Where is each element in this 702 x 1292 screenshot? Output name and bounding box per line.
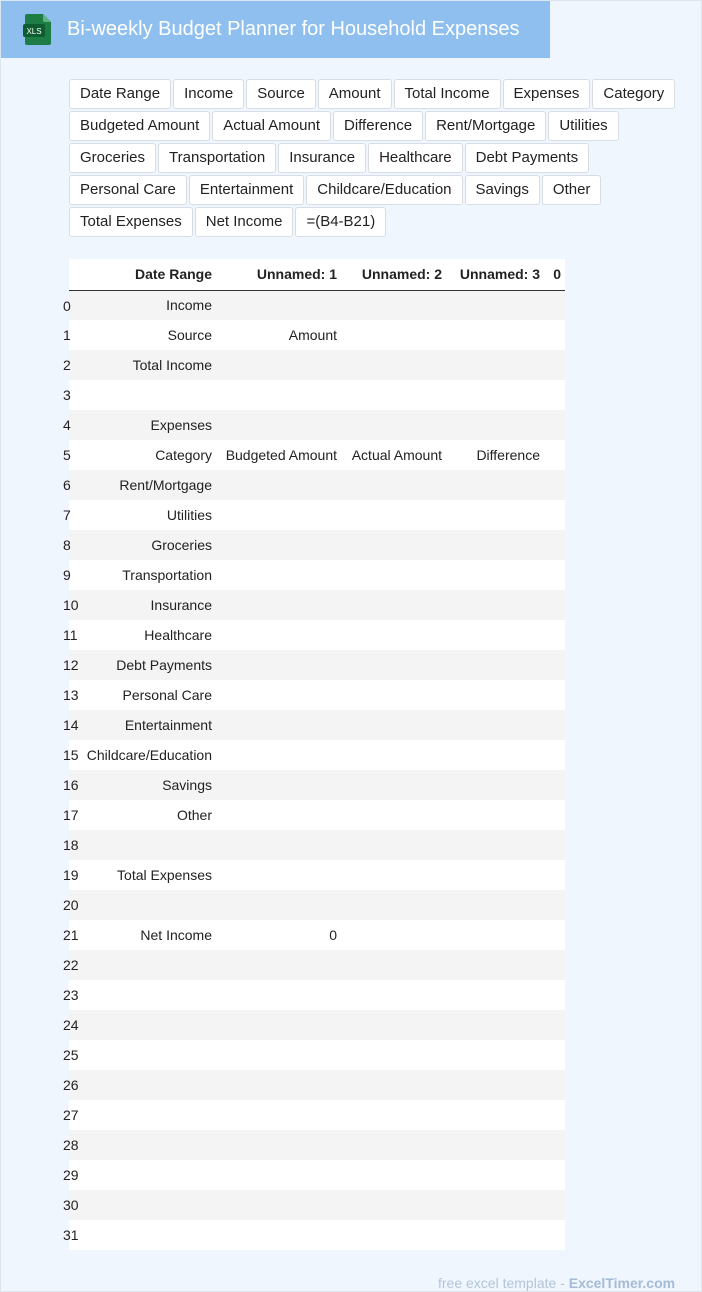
table-cell: Source xyxy=(75,320,216,350)
row-index-label: 2 xyxy=(63,357,71,373)
row-index-label: 17 xyxy=(63,807,79,823)
row-index-label: 26 xyxy=(63,1077,79,1093)
table-cell xyxy=(75,1070,216,1100)
row-index-label: 25 xyxy=(63,1047,79,1063)
data-table-container xyxy=(63,259,565,1250)
table-cell: Entertainment xyxy=(75,710,216,740)
table-cell xyxy=(75,1040,216,1070)
table-row xyxy=(69,380,565,410)
table-cell xyxy=(341,590,446,620)
row-index-cell xyxy=(63,440,75,470)
keyword-tag[interactable]: Amount xyxy=(318,79,392,109)
row-index-cell xyxy=(63,380,75,410)
keyword-tag[interactable]: Transportation xyxy=(158,143,276,173)
table-cell xyxy=(446,350,544,380)
row-index-label: 13 xyxy=(63,687,79,703)
keyword-tag[interactable]: Entertainment xyxy=(189,175,304,205)
row-index-label: 7 xyxy=(63,507,71,523)
table-row xyxy=(69,1160,565,1190)
row-index-label: 14 xyxy=(63,717,79,733)
table-cell xyxy=(544,470,565,500)
row-index-cell xyxy=(63,830,79,860)
table-cell xyxy=(341,380,446,410)
row-index-label: 10 xyxy=(63,597,79,613)
table-cell xyxy=(544,1220,565,1250)
column-header: Unnamed: 2 xyxy=(341,259,446,290)
table-cell xyxy=(216,800,341,830)
table-cell xyxy=(216,950,341,980)
table-cell xyxy=(446,890,544,920)
table-cell xyxy=(446,1040,544,1070)
table-cell: Rent/Mortgage xyxy=(75,470,216,500)
table-cell xyxy=(341,1160,446,1190)
table-cell xyxy=(446,590,544,620)
row-index-label: 21 xyxy=(63,927,79,943)
table-cell xyxy=(544,830,565,860)
table-cell xyxy=(544,350,565,380)
table-cell xyxy=(75,890,216,920)
row-index-cell xyxy=(63,530,75,560)
table-cell: Childcare/Education xyxy=(75,740,216,770)
table-cell xyxy=(341,410,446,440)
keyword-tag[interactable]: Groceries xyxy=(69,143,156,173)
row-index-label: 28 xyxy=(63,1137,79,1153)
table-row xyxy=(69,1040,565,1070)
table-row xyxy=(69,740,565,770)
table-cell xyxy=(341,740,446,770)
table-cell xyxy=(446,920,544,950)
row-index-label: 20 xyxy=(63,897,79,913)
table-cell: Total Expenses xyxy=(75,860,216,890)
row-index-cell xyxy=(63,320,75,350)
table-cell xyxy=(446,680,544,710)
keyword-tag[interactable]: Income xyxy=(173,79,244,109)
row-index-cell xyxy=(63,590,79,620)
table-cell xyxy=(341,950,446,980)
table-cell xyxy=(446,710,544,740)
data-table xyxy=(63,259,565,1250)
table-cell xyxy=(446,650,544,680)
keyword-tag[interactable]: Source xyxy=(246,79,316,109)
table-cell xyxy=(544,950,565,980)
table-cell xyxy=(446,1220,544,1250)
table-cell xyxy=(341,530,446,560)
table-row xyxy=(69,920,565,950)
table-cell: Total Income xyxy=(75,350,216,380)
table-cell xyxy=(216,1220,341,1250)
table-row xyxy=(69,980,565,1010)
table-cell xyxy=(544,920,565,950)
row-index-cell xyxy=(63,620,78,650)
table-cell xyxy=(216,530,341,560)
table-cell: Difference xyxy=(446,440,544,470)
row-index-label: 22 xyxy=(63,957,79,973)
table-cell xyxy=(216,290,341,320)
table-cell xyxy=(544,1040,565,1070)
row-index-label: 29 xyxy=(63,1167,79,1183)
row-index-cell xyxy=(63,1100,79,1130)
footer-prefix: free excel template - xyxy=(438,1275,569,1291)
table-cell xyxy=(446,530,544,560)
table-row xyxy=(69,950,565,980)
table-cell xyxy=(216,1160,341,1190)
table-cell xyxy=(75,380,216,410)
table-cell xyxy=(216,650,341,680)
table-cell xyxy=(341,560,446,590)
table-row xyxy=(69,770,565,800)
row-index-cell xyxy=(63,290,75,320)
table-cell: Expenses xyxy=(75,410,216,440)
table-row xyxy=(69,470,565,500)
keyword-tag[interactable]: Category xyxy=(592,79,675,109)
column-header: 0 xyxy=(544,259,565,290)
table-cell xyxy=(446,1160,544,1190)
row-index-label: 9 xyxy=(63,567,71,583)
table-row xyxy=(69,800,565,830)
table-cell xyxy=(216,1010,341,1040)
row-index-label: 24 xyxy=(63,1017,79,1033)
table-cell xyxy=(341,500,446,530)
table-cell xyxy=(544,590,565,620)
table-cell xyxy=(446,470,544,500)
table-cell xyxy=(544,380,565,410)
table-cell xyxy=(341,1040,446,1070)
table-cell xyxy=(341,920,446,950)
table-row xyxy=(69,530,565,560)
table-cell xyxy=(341,470,446,500)
table-row xyxy=(69,1220,565,1250)
table-row xyxy=(69,860,565,890)
table-cell xyxy=(75,830,216,860)
column-header: Unnamed: 1 xyxy=(216,259,341,290)
table-cell xyxy=(341,830,446,860)
row-index-cell xyxy=(63,980,79,1010)
keyword-tag[interactable]: Utilities xyxy=(548,111,618,141)
row-index-label: 23 xyxy=(63,987,79,1003)
table-row xyxy=(69,1130,565,1160)
table-cell xyxy=(544,440,565,470)
row-index-label: 31 xyxy=(63,1227,79,1243)
row-index-label: 11 xyxy=(63,627,78,643)
table-cell xyxy=(216,380,341,410)
table-cell xyxy=(75,980,216,1010)
table-cell xyxy=(341,980,446,1010)
table-cell xyxy=(446,770,544,800)
row-index-cell xyxy=(63,1070,79,1100)
table-cell xyxy=(446,1190,544,1220)
table-cell xyxy=(544,860,565,890)
table-row xyxy=(69,1070,565,1100)
table-row xyxy=(69,410,565,440)
row-index-label: 1 xyxy=(63,327,71,343)
row-index-cell xyxy=(63,500,75,530)
table-cell xyxy=(544,1130,565,1160)
table-cell xyxy=(341,350,446,380)
table-cell: Budgeted Amount xyxy=(216,440,341,470)
table-cell: Utilities xyxy=(75,500,216,530)
row-index-label: 30 xyxy=(63,1197,79,1213)
row-index-cell xyxy=(63,350,75,380)
table-cell xyxy=(75,1220,216,1250)
table-row xyxy=(69,1010,565,1040)
table-cell xyxy=(341,1010,446,1040)
table-row xyxy=(69,890,565,920)
table-row xyxy=(69,440,565,470)
row-index-cell xyxy=(63,860,79,890)
table-row xyxy=(69,290,565,320)
table-cell xyxy=(75,1190,216,1220)
table-cell xyxy=(446,380,544,410)
table-cell xyxy=(341,1220,446,1250)
row-index-cell xyxy=(63,1040,79,1070)
table-cell xyxy=(446,800,544,830)
keyword-tag[interactable]: Healthcare xyxy=(368,143,463,173)
table-cell: Debt Payments xyxy=(75,650,216,680)
table-cell xyxy=(446,1070,544,1100)
table-cell xyxy=(75,1010,216,1040)
table-cell xyxy=(216,1100,341,1130)
table-row xyxy=(69,1100,565,1130)
row-index-cell xyxy=(63,1130,79,1160)
row-index-cell xyxy=(63,890,79,920)
table-cell xyxy=(216,1070,341,1100)
table-cell xyxy=(544,290,565,320)
page-title: Bi-weekly Budget Planner for Household Expenses xyxy=(67,18,520,40)
footer-brand-link[interactable]: ExcelTimer.com xyxy=(568,1275,676,1291)
keyword-tag[interactable]: Actual Amount xyxy=(212,111,331,141)
row-index-cell xyxy=(63,560,75,590)
table-cell xyxy=(216,860,341,890)
table-row xyxy=(69,590,565,620)
xls-icon-label: XLS xyxy=(26,27,42,36)
table-cell xyxy=(544,500,565,530)
keyword-tag[interactable]: Other xyxy=(542,175,602,205)
table-cell xyxy=(216,710,341,740)
keyword-tag[interactable]: Budgeted Amount xyxy=(69,111,210,141)
table-cell xyxy=(75,1100,216,1130)
row-index-label: 0 xyxy=(63,297,71,314)
table-cell xyxy=(75,1160,216,1190)
table-cell: Healthcare xyxy=(75,620,216,650)
table-cell xyxy=(544,1070,565,1100)
table-cell: Groceries xyxy=(75,530,216,560)
page-header xyxy=(1,1,550,58)
table-row xyxy=(69,620,565,650)
row-index-label: 4 xyxy=(63,417,71,433)
keyword-tag[interactable]: Rent/Mortgage xyxy=(425,111,546,141)
table-cell xyxy=(446,500,544,530)
table-cell: Actual Amount xyxy=(341,440,446,470)
column-header: Date Range xyxy=(75,259,216,290)
table-cell: Transportation xyxy=(75,560,216,590)
table-cell xyxy=(544,1190,565,1220)
table-cell xyxy=(341,680,446,710)
row-index-cell xyxy=(63,1010,79,1040)
table-cell: 0 xyxy=(216,920,341,950)
table-cell xyxy=(216,770,341,800)
row-index-label: 3 xyxy=(63,387,71,403)
table-row xyxy=(69,710,565,740)
table-cell xyxy=(544,770,565,800)
table-cell xyxy=(341,860,446,890)
row-index-label: 18 xyxy=(63,837,79,853)
table-row xyxy=(69,650,565,680)
table-cell: Personal Care xyxy=(75,680,216,710)
table-cell xyxy=(544,980,565,1010)
keyword-tag-list xyxy=(69,79,679,239)
table-cell xyxy=(341,800,446,830)
excel-file-icon xyxy=(23,14,51,45)
table-cell xyxy=(341,1130,446,1160)
table-cell xyxy=(216,500,341,530)
keyword-tag[interactable]: Net Income xyxy=(195,207,294,237)
table-row xyxy=(69,680,565,710)
table-cell xyxy=(216,590,341,620)
table-cell xyxy=(341,890,446,920)
table-cell xyxy=(446,410,544,440)
table-cell xyxy=(216,620,341,650)
table-cell xyxy=(544,710,565,740)
table-cell xyxy=(544,1100,565,1130)
table-cell: Income xyxy=(75,290,216,320)
row-index-label: 16 xyxy=(63,777,79,793)
row-index-label: 27 xyxy=(63,1107,79,1123)
row-index-label: 6 xyxy=(63,477,71,493)
row-index-cell xyxy=(63,1160,79,1190)
table-cell xyxy=(544,320,565,350)
table-cell: Net Income xyxy=(75,920,216,950)
table-cell xyxy=(446,950,544,980)
table-cell xyxy=(446,830,544,860)
table-cell xyxy=(446,560,544,590)
table-body xyxy=(63,290,565,1250)
row-index-cell xyxy=(63,680,79,710)
table-row xyxy=(69,350,565,380)
table-cell: Amount xyxy=(216,320,341,350)
table-cell: Savings xyxy=(75,770,216,800)
row-index-cell xyxy=(63,650,79,680)
table-cell xyxy=(446,320,544,350)
table-cell xyxy=(544,800,565,830)
table-cell xyxy=(446,1010,544,1040)
keyword-tag[interactable]: Date Range xyxy=(69,79,171,109)
table-cell xyxy=(216,680,341,710)
table-cell xyxy=(216,830,341,860)
row-index-label: 19 xyxy=(63,867,79,883)
table-cell xyxy=(341,1190,446,1220)
table-cell xyxy=(544,1010,565,1040)
table-cell xyxy=(446,860,544,890)
table-cell xyxy=(544,890,565,920)
table-cell xyxy=(544,410,565,440)
table-cell xyxy=(446,1130,544,1160)
table-cell xyxy=(216,890,341,920)
table-row xyxy=(69,830,565,860)
table-row xyxy=(69,1190,565,1220)
table-cell xyxy=(341,770,446,800)
table-cell xyxy=(341,320,446,350)
table-cell xyxy=(75,1130,216,1160)
table-cell xyxy=(544,680,565,710)
keyword-tag[interactable]: =(B4-B21) xyxy=(295,207,386,237)
table-row xyxy=(69,560,565,590)
row-index-label: 15 xyxy=(63,747,79,763)
table-cell xyxy=(216,1130,341,1160)
keyword-tag[interactable]: Total Income xyxy=(394,79,501,109)
row-index-cell xyxy=(63,770,79,800)
table-cell xyxy=(216,410,341,440)
table-cell xyxy=(75,950,216,980)
table-header-row xyxy=(69,259,565,290)
table-cell xyxy=(544,560,565,590)
table-cell xyxy=(544,620,565,650)
row-index-label: 8 xyxy=(63,537,71,553)
table-cell xyxy=(216,1040,341,1070)
keyword-tag[interactable]: Difference xyxy=(333,111,423,141)
row-index-cell xyxy=(63,1190,79,1220)
keyword-tag[interactable]: Personal Care xyxy=(69,175,187,205)
footer-credit xyxy=(438,1275,675,1291)
table-cell xyxy=(216,470,341,500)
row-index-label: 12 xyxy=(63,657,79,673)
keyword-tag[interactable]: Debt Payments xyxy=(465,143,590,173)
table-cell xyxy=(341,1070,446,1100)
table-cell xyxy=(341,290,446,320)
table-row xyxy=(69,320,565,350)
table-cell xyxy=(341,1100,446,1130)
row-index-cell xyxy=(63,410,75,440)
row-index-label: 5 xyxy=(63,447,71,463)
table-cell xyxy=(544,530,565,560)
table-cell xyxy=(544,650,565,680)
column-header: Unnamed: 3 xyxy=(446,259,544,290)
keyword-tag[interactable]: Total Expenses xyxy=(69,207,193,237)
row-index-cell xyxy=(63,710,79,740)
table-cell xyxy=(446,740,544,770)
table-cell xyxy=(341,710,446,740)
table-cell: Other xyxy=(75,800,216,830)
table-cell xyxy=(341,650,446,680)
table-cell xyxy=(446,290,544,320)
table-cell xyxy=(446,1100,544,1130)
table-row xyxy=(69,500,565,530)
keyword-tag[interactable]: Insurance xyxy=(278,143,366,173)
table-cell xyxy=(341,620,446,650)
table-cell xyxy=(216,1190,341,1220)
table-cell xyxy=(216,350,341,380)
table-cell xyxy=(216,560,341,590)
table-cell xyxy=(544,740,565,770)
table-cell xyxy=(216,740,341,770)
table-cell: Category xyxy=(75,440,216,470)
table-cell xyxy=(216,980,341,1010)
table-cell xyxy=(446,620,544,650)
row-index-cell xyxy=(63,740,79,770)
row-index-cell xyxy=(63,920,79,950)
keyword-tag[interactable]: Childcare/Education xyxy=(306,175,462,205)
table-cell xyxy=(544,1160,565,1190)
row-index-cell xyxy=(63,470,75,500)
row-index-cell xyxy=(63,800,79,830)
table-cell: Insurance xyxy=(75,590,216,620)
table-cell xyxy=(446,980,544,1010)
keyword-tag[interactable]: Savings xyxy=(465,175,540,205)
keyword-tag[interactable]: Expenses xyxy=(503,79,591,109)
row-index-cell xyxy=(63,1220,79,1250)
row-index-cell xyxy=(63,950,79,980)
